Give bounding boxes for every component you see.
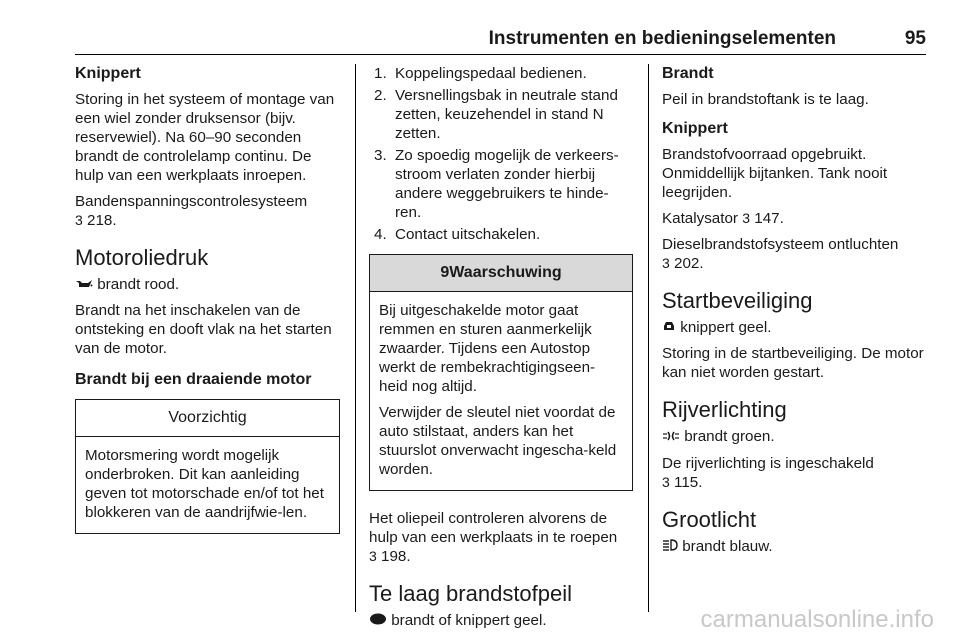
car-lock-icon [662,318,676,337]
catalyst-reference: Katalysator 3 147. [662,210,784,227]
warning-title: Waarschuwing [449,264,562,281]
immobiliser-heading: Startbeveiliging [662,288,813,313]
list-item: 3. Zo spoedig mogelijk de verkeers-stroom verlaten zonder hierbij andere weggebruikers te hinde-ren. [374,147,619,221]
tyre-pressure-ref: 218. [87,212,117,229]
warning-triangle-icon: 9 [440,264,450,281]
list-item: 1. Koppelingspedaal bedienen. [374,65,587,82]
high-beam-icon [662,537,678,556]
page-ref-symbol: 3 [75,212,83,228]
caution-title: Voorzichtig [76,400,339,437]
watermark: carmanualsonline.info [700,606,934,633]
column-3 [662,64,928,563]
immobiliser-paragraph: Storing in de startbeveiliging. De motor kan niet worden gestart. [662,345,924,382]
brandt-heading: Brandt [662,65,714,82]
knippert-paragraph: Storing in het systeem of montage van een wiel zonder druksensor (bijv. reservewiel). Na 60–90 seconden brandt de controlelamp continu. De hulp van een werkplaats inroepen. [75,91,335,184]
list-item: 2. Versnellingsbak in neutrale stand zetten, keuzehendel in stand N zetten. [374,87,618,142]
daytime-lights-paragraph: De rijverlichting is ingeschakeld 3 115. [662,454,874,491]
daytime-lights-heading: Rijverlichting [662,397,787,423]
high-beam-heading: Grootlicht [662,506,757,532]
caution-box [75,399,340,534]
page-ref-symbol: 3 [369,548,377,564]
knippert-heading-fuel: Knippert [662,120,728,137]
column-1 [75,64,340,544]
page-ref-symbol: 3 [742,210,751,226]
caution-text: Motorsmering wordt mogelijk onderbroken. Dit kan aanleiding geven tot motorschade en/of tot het blokkeren van de aandrijfwie-len. [85,447,324,522]
immobiliser-status: knippert geel. [662,318,928,337]
column-divider [648,64,649,612]
column-divider [355,64,356,612]
oil-pressure-status-text: brandt rood. [97,276,180,293]
page-ref-symbol: 3 [662,473,670,490]
steps-list [369,64,633,244]
list-item: 4. Contact uitschakelen. [374,226,541,243]
warning-paragraph-1: Bij uitgeschakelde motor gaat remmen en sturen aanmerkelijk zwaarder. Tijdens een Autostop werkt de rembekrachtigingseen-heid nog altijd. [379,302,596,395]
daytime-lights-icon [662,428,680,447]
running-engine-heading: Brandt bij een draaiende motor [75,371,312,389]
fuel-low-heading: Te laag brandstofpeil [369,581,573,606]
warning-header [370,255,632,292]
page-title: Instrumenten en bedieningselementen [488,28,836,49]
brandt-paragraph: Peil in brandstoftank is te laag. [662,91,869,108]
page-ref-symbol: 3 [662,255,670,271]
oil-pressure-paragraph: Brandt na het inschakelen van de ontsteking en dooft vlak na het starten van de motor. [75,302,332,358]
warning-paragraph-2: Verwijder de sleutel niet voordat de auto stilstaat, anders kan het stuurslot onverwacht ingescha-keld worden. [379,404,617,478]
tyre-pressure-reference [75,192,340,230]
fuel-low-status: brandt of knippert geel. [369,611,633,630]
knippert-heading: Knippert [75,65,141,82]
warning-box [369,254,633,491]
diesel-reference: Dieselbrandstofsysteem ontluchten 3 202. [662,236,899,272]
fuel-pump-icon [369,611,387,630]
daytime-lights-status: brandt groen. [662,427,928,446]
page-header [75,26,926,55]
tyre-pressure-text: Bandenspanningscontrolesysteem [75,193,308,210]
knippert-fuel-paragraph: Brandstofvoorraad opgebruikt. Onmiddellijk bijtanken. Tank nooit leegrijden. [662,146,888,201]
oil-level-paragraph: Het oliepeil controleren alvorens de hulp van een werkplaats in te roepen 3 198. [369,510,618,565]
high-beam-status: brandt blauw. [662,537,928,556]
oil-pressure-heading: Motoroliedruk [75,245,209,270]
column-2 [369,64,633,637]
oil-pressure-status [75,275,340,294]
oil-can-icon [75,275,93,294]
page-number: 95 [904,28,926,49]
